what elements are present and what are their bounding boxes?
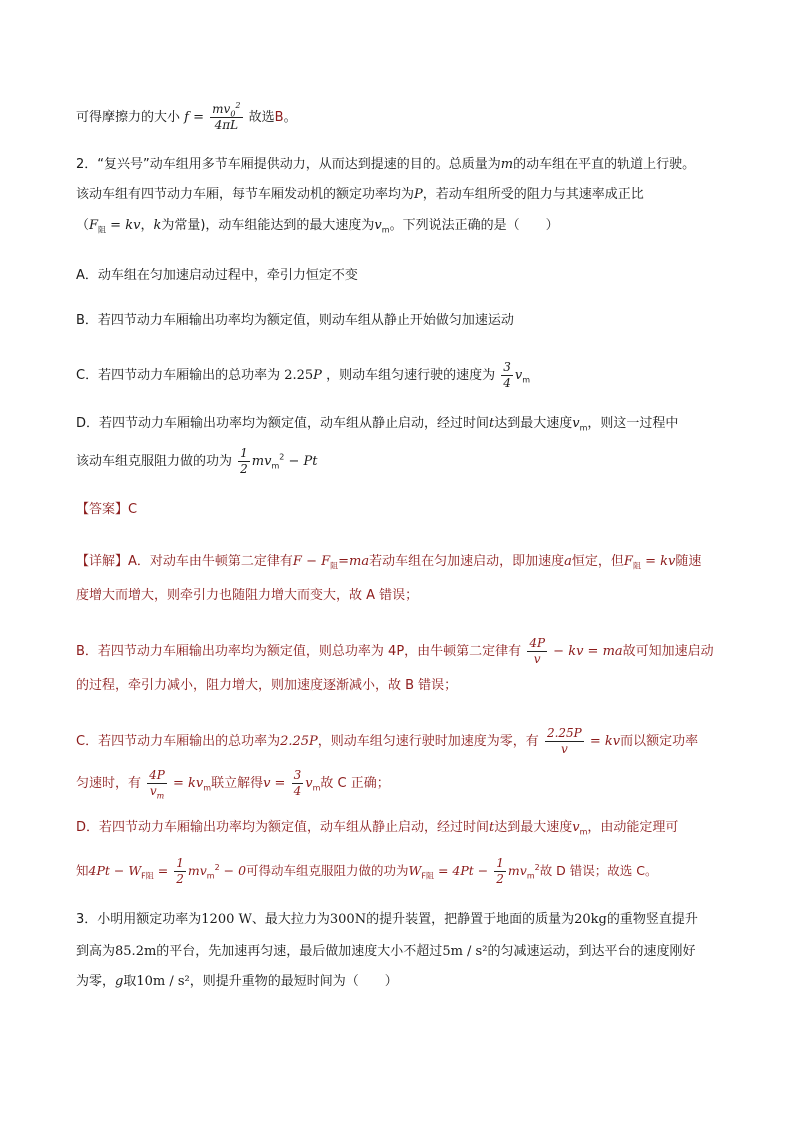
var-f: f bbox=[184, 110, 189, 125]
opt-c-val: 2.25 bbox=[284, 368, 314, 383]
detail-c2-text-a: 匀速时，有 bbox=[76, 776, 142, 791]
detail-a-text-d: 随速 bbox=[675, 554, 702, 569]
detail-c2-vm: v bbox=[305, 776, 313, 791]
detail-d2-tail: − 0 bbox=[219, 863, 247, 878]
option-b: B．若四节动力车厢输出功率均为额定值，则动车组从静止开始做匀加速运动 bbox=[76, 313, 514, 328]
detail-c2-fnum: 3 bbox=[293, 768, 302, 782]
detail-d2-mv2: mv bbox=[507, 863, 527, 878]
opt-d2-den: 2 bbox=[240, 462, 248, 476]
answer-value: C bbox=[128, 502, 138, 517]
q2-line-3 bbox=[76, 216, 559, 236]
detail-b-line-1 bbox=[76, 636, 714, 667]
opt-d2-num: 1 bbox=[240, 446, 248, 460]
q3-power: 1200 W bbox=[201, 912, 252, 927]
detail-d2-eq: = bbox=[153, 863, 173, 878]
opt-d-vsub: m bbox=[579, 423, 588, 433]
detail-a-Fsub: 阻 bbox=[632, 561, 641, 571]
detail-c-text-a: C．若四节动力车厢输出的总功率为 bbox=[76, 734, 281, 749]
detail-b-text-b: 故可知加速启动 bbox=[622, 644, 714, 659]
q3-force: 300N bbox=[329, 912, 367, 927]
q3-text-1c: 的提升装置，把静置于地面的质量为 bbox=[366, 912, 575, 927]
q2-text-1b: 的动车组在平直的轨道上行驶。 bbox=[513, 157, 696, 172]
opt-d2-tail: − Pt bbox=[284, 454, 318, 469]
detail-d2-fraction-2 bbox=[494, 856, 506, 887]
opt-d-v: v bbox=[572, 416, 580, 431]
detail-c2-eqsub: m bbox=[203, 783, 212, 793]
q3-text-1d: 的重物竖直提升 bbox=[606, 912, 698, 927]
detail-d2-mv2sup: 2 bbox=[534, 862, 540, 872]
detail-d2-text-b: 可得动车组克服阻力做的功为 bbox=[246, 863, 409, 878]
detail-b-fraction bbox=[527, 636, 547, 667]
comma: ， bbox=[140, 218, 154, 233]
q3-text-2c: 的匀减速运动，到达平台的速度刚好 bbox=[487, 944, 696, 959]
friction-fraction bbox=[210, 102, 242, 133]
detail-b-eq: − kv = ma bbox=[549, 644, 623, 659]
detail-c-eq: = kv bbox=[585, 734, 621, 749]
result-text: 可得摩擦力的大小 bbox=[76, 110, 181, 125]
detail-d-t: t bbox=[489, 820, 495, 835]
detail-d2-mvsub: m bbox=[206, 871, 215, 881]
detail-c2-den: v bbox=[149, 784, 157, 798]
detail-a-eq: F − F bbox=[292, 554, 331, 569]
q2-line-1 bbox=[76, 155, 695, 175]
answer-label: 【答案】 bbox=[76, 502, 129, 517]
q3-mass: 20kg bbox=[574, 912, 607, 927]
opt-d2-fraction bbox=[238, 446, 250, 477]
detail-b-line-2: 的过程，牵引力减小，阻力增大，则加速度逐渐减小，故 B 错误； bbox=[76, 678, 458, 693]
detail-c-val: 2.25P bbox=[280, 734, 318, 749]
option-d-line-2 bbox=[76, 446, 318, 477]
q3-acc: 5m / s² bbox=[442, 944, 488, 959]
detail-d2-mv: mv bbox=[187, 863, 207, 878]
vm-sub: m bbox=[381, 225, 390, 235]
opt-c-den: 4 bbox=[503, 376, 511, 390]
opt-d-text-a: D．若四节动力车厢输出功率均为额定值，动车组从静止启动，经过时间 bbox=[76, 416, 490, 431]
opt-c-fraction bbox=[501, 360, 513, 391]
detail-d-line-2 bbox=[76, 856, 657, 887]
frac-den: 4πL bbox=[214, 118, 239, 132]
q2-text-3d: 。下列说法正确的是（ ） bbox=[389, 218, 559, 233]
q3-height: 85.2m bbox=[115, 944, 157, 959]
q3-text-2b: 的平台，先加速再匀速，最后做加速度大小不超过 bbox=[156, 944, 443, 959]
paren-open: （ bbox=[76, 218, 90, 233]
detail-a-sub: 阻 bbox=[330, 561, 339, 571]
detail-d-text-b: 达到最大速度 bbox=[494, 820, 573, 835]
q2-text-3c: 为常量)，动车组能达到的最大速度为 bbox=[161, 218, 375, 233]
frac-num: mv bbox=[212, 102, 231, 116]
q2-text-2a: 该动车组有四节动力车厢，每节车厢发动机的额定功率均为 bbox=[76, 187, 415, 202]
detail-a-var: a bbox=[564, 554, 572, 569]
var-P: P bbox=[414, 187, 423, 202]
q3-gval: 10m / s² bbox=[136, 974, 190, 989]
equals: = bbox=[193, 110, 205, 125]
detail-a-eq3: = kv bbox=[640, 554, 676, 569]
num-sup: 2 bbox=[235, 101, 241, 110]
detail-d-text-a: D．若四节动力车厢输出功率均为额定值，动车组从静止启动，经过时间 bbox=[76, 820, 490, 835]
option-a: A．动车组在匀加速启动过程中，牵引力恒定不变 bbox=[76, 268, 358, 283]
num-sub: 0 bbox=[230, 109, 236, 119]
opt-d-text-c: ，则这一过程中 bbox=[587, 416, 679, 431]
q2-text-2b: ，若动车组所受的阻力与其速率成正比 bbox=[422, 187, 644, 202]
detail-a-eq2: =ma bbox=[338, 554, 370, 569]
detail-d2-f2den: 2 bbox=[496, 872, 504, 886]
detail-d-line-1 bbox=[76, 818, 678, 838]
option-c bbox=[76, 360, 530, 391]
detail-c2-v: v = bbox=[263, 776, 290, 791]
opt-c-text-b: ，则动车组匀速行驶的速度为 bbox=[326, 368, 496, 383]
detail-c-line-2 bbox=[76, 768, 390, 799]
q2-text-1: 2．“复兴号”动车组用多节车厢提供动力，从而达到提速的目的。总质量为 bbox=[76, 157, 501, 172]
opt-c-P: P bbox=[313, 368, 322, 383]
q3-line-3 bbox=[76, 972, 398, 992]
q3-text-2a: 到高为 bbox=[76, 944, 116, 959]
opt-c-num: 3 bbox=[503, 360, 511, 374]
choice-letter: B bbox=[274, 110, 284, 125]
detail-a-text-a: A．对动车由牛顿第二定律有 bbox=[128, 554, 293, 569]
opt-d-text-b: 达到最大速度 bbox=[494, 416, 573, 431]
detail-label: 【详解】 bbox=[76, 554, 129, 569]
q3-text-1b: 、最大拉力为 bbox=[251, 912, 330, 927]
detail-c-text-c: 而以额定功率 bbox=[620, 734, 699, 749]
friction-result-line bbox=[76, 102, 297, 133]
q3-text-3a: 为零， bbox=[76, 974, 116, 989]
detail-c2-densub: m bbox=[156, 791, 165, 801]
detail-d2-mvsup: 2 bbox=[214, 862, 220, 872]
detail-d2-sub: F阻 bbox=[141, 871, 154, 881]
opt-c-text-a: C．若四节动力车厢输出的总功率为 bbox=[76, 368, 281, 383]
detail-c-line-1 bbox=[76, 726, 698, 757]
detail-c2-text-b: 联立解得 bbox=[211, 776, 264, 791]
detail-a-text-b: 若动车组在匀加速启动，即加速度 bbox=[369, 554, 565, 569]
detail-d2-expr: 4Pt − W bbox=[88, 863, 142, 878]
opt-c-v: v bbox=[514, 368, 523, 383]
q2-line-2 bbox=[76, 185, 644, 205]
detail-d2-fnum: 1 bbox=[176, 856, 184, 870]
detail-c2-text-c: 故 C 正确； bbox=[320, 776, 390, 791]
detail-c-fraction bbox=[545, 726, 584, 757]
detail-d2-fraction bbox=[174, 856, 186, 887]
detail-c2-fden: 4 bbox=[293, 784, 302, 798]
detail-c-num: 2.25P bbox=[546, 726, 582, 740]
detail-a-line-2: 度增大而增大，则牵引力也随阻力增大而变大，故 A 错误； bbox=[76, 588, 419, 603]
detail-d2-text-a: 知 bbox=[76, 863, 89, 878]
detail-d-text-c: ，由动能定理可 bbox=[587, 820, 679, 835]
detail-c2-result-fraction bbox=[292, 768, 304, 799]
detail-a-text-c: 恒定，但 bbox=[571, 554, 624, 569]
detail-d2-Wsub: F阻 bbox=[421, 871, 435, 881]
detail-b-text-a: B．若四节动力车厢输出功率均为额定值，则总功率为 4P，由牛顿第二定律有 bbox=[76, 644, 522, 659]
detail-c2-fraction bbox=[147, 768, 167, 799]
detail-d-vsub: m bbox=[579, 827, 588, 837]
var-k: k bbox=[153, 218, 162, 233]
detail-b-num: 4P bbox=[529, 636, 546, 650]
detail-c-text-b: ，则动车组匀速行驶时加速度为零，有 bbox=[317, 734, 539, 749]
var-vm: v bbox=[374, 218, 382, 233]
opt-d-t: t bbox=[489, 416, 495, 431]
detail-a-F: F bbox=[623, 554, 633, 569]
opt-c-vsub: m bbox=[522, 375, 531, 385]
opt-d2-mv: mv bbox=[251, 454, 272, 469]
q3-line-1 bbox=[76, 910, 698, 930]
eq-kv: = kv bbox=[106, 218, 141, 233]
detail-b-den: v bbox=[533, 652, 541, 666]
opt-d2-text: 该动车组克服阻力做的功为 bbox=[76, 454, 233, 469]
q3-text-3b: 取 bbox=[123, 974, 137, 989]
detail-d2-text-c: 故 D 错误；故选 C。 bbox=[539, 863, 658, 878]
opt-d2-sup: 2 bbox=[279, 452, 285, 462]
detail-c2-num: 4P bbox=[149, 768, 165, 782]
detail-c2-eq: = kv bbox=[168, 776, 204, 791]
q3-text-1a: 3．小明用额定功率为 bbox=[76, 912, 202, 927]
detail-d2-W: W bbox=[408, 863, 422, 878]
option-d-line-1 bbox=[76, 414, 678, 434]
detail-d2-eq2: = 4Pt − bbox=[434, 863, 493, 878]
q3-g: g bbox=[115, 974, 124, 989]
q3-text-3c: ，则提升重物的最短时间为（ ） bbox=[189, 974, 398, 989]
period: 。 bbox=[283, 110, 297, 125]
F-sub: 阻 bbox=[98, 225, 107, 235]
opt-d2-sub: m bbox=[271, 461, 280, 471]
detail-d-v: v bbox=[572, 820, 580, 835]
detail-d2-f2num: 1 bbox=[496, 856, 504, 870]
detail-c2-vmsub: m bbox=[312, 783, 321, 793]
q3-line-2 bbox=[76, 942, 695, 962]
detail-d2-mv2sub: m bbox=[526, 871, 535, 881]
detail-c-den: v bbox=[560, 742, 568, 756]
detail-d2-fden: 2 bbox=[176, 872, 184, 886]
var-F: F bbox=[89, 218, 99, 233]
answer-line bbox=[76, 500, 137, 520]
var-m: m bbox=[500, 157, 514, 172]
detail-a-line-1 bbox=[76, 552, 701, 572]
choose-text: 故选 bbox=[248, 110, 275, 125]
